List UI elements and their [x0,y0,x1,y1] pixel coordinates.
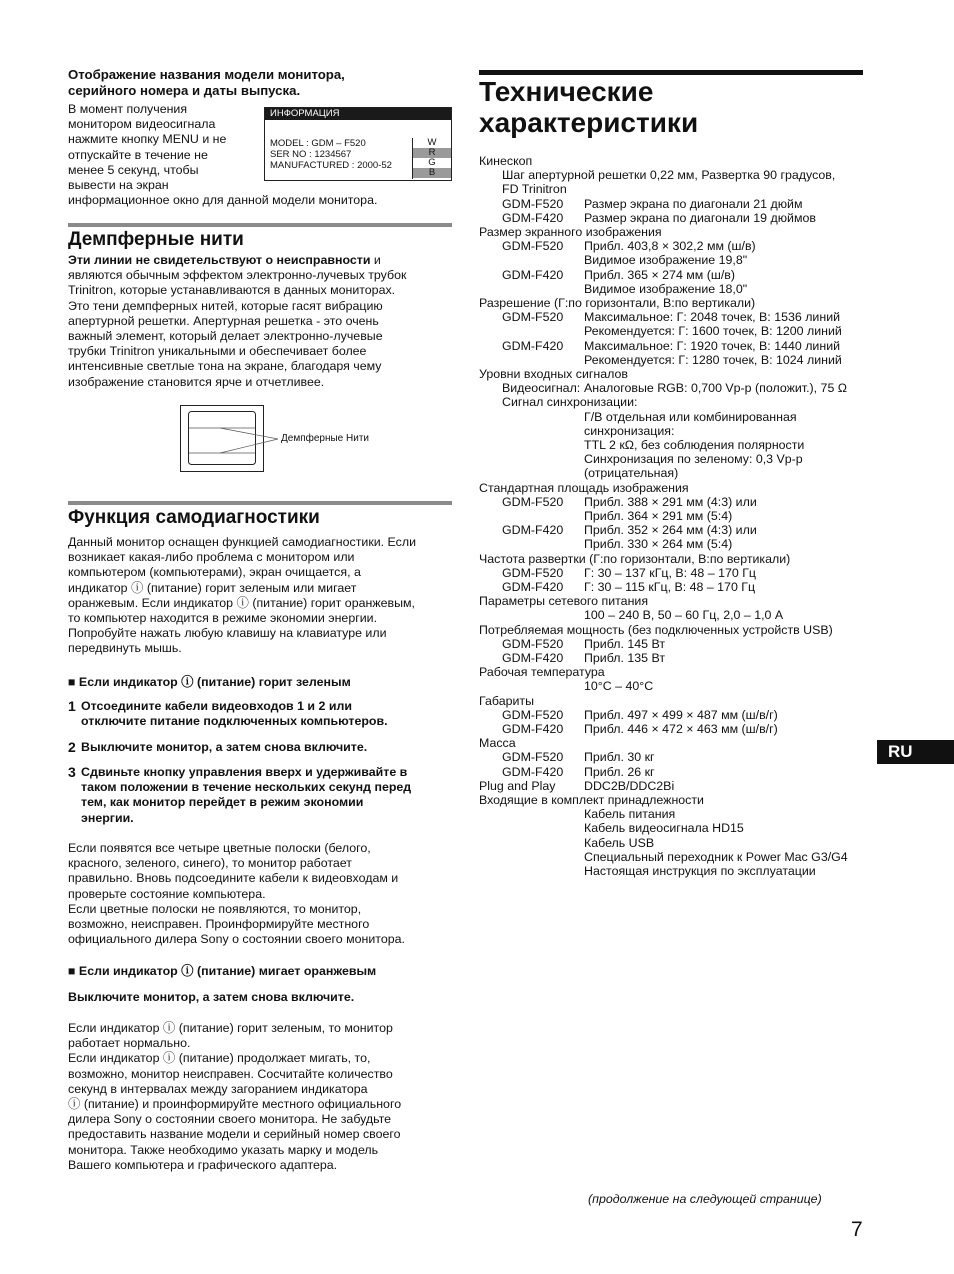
text-line: то компьютер находится в режиме экономии энергии. [68,611,378,626]
text-line: нажмите кнопку MENU и не [68,132,227,147]
title-rule [479,70,863,75]
spec-value: 10°C – 40°C [584,679,654,694]
title-line: Технические [479,76,654,107]
spec-value: TTL 2 кΩ, без соблюдения полярности [584,438,805,452]
text-line: Это тени демпферных нитей, которые гасят вибрацию [68,298,383,313]
spec-value: Максимальное: Г: 2048 точек, В: 1536 линий [584,310,841,325]
text-line: ⓘ (питание) и проинформируйте местного официального [68,1097,402,1112]
spec-subject: Сигнал синхронизации: [502,395,638,410]
spec-value: синхронизация: [584,423,675,438]
step-number: 1 [68,698,76,714]
text-line: апертурной решетки. Апертурная решетка - это очень [68,313,379,328]
section-divider [68,223,452,227]
self-diagnosis-heading: Функция самодиагностики [68,507,320,528]
text-line: предоставить название модели и серийный номер своего [68,1127,401,1142]
page-title [479,76,698,138]
spec-value: Прибл. 330 × 264 мм (5:4) [584,537,733,552]
text-line: Если индикатор ⓘ (питание) продолжает мигать, то, [68,1051,371,1066]
green-indicator-heading: ■ Если индикатор ⓘ (питание) горит зеленым [68,675,351,689]
spec-category: Стандартная площадь изображения [479,480,689,495]
text-line: таком положении в течение нескольких секунд перед [81,780,412,795]
information-window-lines [270,138,392,171]
spec-subject: GDM-F520 [502,565,564,580]
page-number: 7 [851,1218,863,1241]
text-line: интенсивные светлые тона на экране, благодаря чему [68,359,382,374]
spec-value: DDC2B/DDC2Bi [584,778,675,793]
spec-category: Plug and Play [479,778,556,793]
text-line: Если индикатор ⓘ (питание) горит зеленым, то монитор [68,1021,393,1035]
text-line: трубки Trinitron уникальными и обеспечивает более [68,344,367,359]
spec-subject: GDM-F420 [502,651,564,665]
color-bars [412,138,451,179]
spec-value: Прибл. 364 × 291 мм (5:4) [584,509,733,523]
spec-value: Прибл. 145 Вт [584,636,666,651]
spec-category: Кинескоп [479,154,533,168]
text-line: информационное окно для данной модели монитора. [68,193,378,208]
spec-category: Рабочая температура [479,665,605,680]
spec-subject: GDM-F420 [502,523,564,538]
spec-value: Специальный переходник к Power Mac G3/G4 [584,849,848,864]
spec-value: Синхронизация по зеленому: 0,3 Vp-p [584,452,803,467]
text-line: важный элемент, который делает электронно-лучевые [68,329,383,344]
spec-category: Частота развертки (Г:по горизонтали, В:по вертикали) [479,551,791,566]
text-line: монитора. Также необходимо указать марку и модель [68,1142,379,1157]
spec-value: Прибл. 352 × 264 мм (4:3) или [584,523,757,538]
spec-value: Прибл. 365 × 274 мм (ш/в) [584,267,735,282]
model-line: MODEL : GDM – F520 [270,138,366,149]
text-line: правильно. Вновь подсоедините кабели к видеовходам и [68,871,399,886]
text-line [68,253,458,268]
spec-value: Видимое изображение 18,0" [584,281,748,296]
text-line: Данный монитор оснащен функцией самодиагностики. Если [68,535,417,549]
model-info-heading-line: серийного номера и даты выпуска. [68,83,301,98]
spec-subject: GDM-F520 [502,239,564,254]
spec-value: Прибл. 497 × 499 × 487 мм (ш/в/г) [584,707,778,722]
continued-note: (продолжение на следующей странице) [588,1192,822,1206]
spec-value: Кабель USB [584,835,655,850]
text-line: В момент получения [68,102,188,116]
text-fragment: и [370,253,381,267]
spec-value: Рекомендуется: Г: 1280 точек, В: 1024 линий [584,352,842,367]
spec-category: Размер экранного изображения [479,225,662,239]
text-line: красного, зеленого, синего), то монитор работает [68,856,352,871]
spec-value: Г: 30 – 137 кГц, В: 48 – 170 Гц [584,565,757,580]
blue-bar-label: B [413,168,451,178]
spec-value: Максимальное: Г: 1920 точек, В: 1440 линий [584,338,841,353]
spec-subject: GDM-F420 [502,210,564,225]
spec-value: 100 – 240 В, 50 – 60 Гц, 2,0 – 1,0 А [584,608,784,623]
spec-subject: GDM-F520 [502,310,564,325]
damper-wires-figure-label: Демпферные Нити [281,433,369,444]
text-line: оранжевым. Если индикатор ⓘ (питание) горит оранжевым, [68,595,415,610]
text-line: Попробуйте нажать любую клавишу на клавиатуре или [68,626,387,641]
text-line: Вашего компьютера и графического адаптера. [68,1157,338,1172]
step-number: 2 [68,739,76,755]
spec-subject: GDM-F520 [502,750,564,765]
spec-subject: Шаг апертурной решетки 0,22 мм, Развертка 90 градусов, [502,168,836,183]
orange-indicator-heading: ■ Если индикатор ⓘ (питание) мигает оранжевым [68,964,377,978]
spec-value: Видимое изображение 19,8" [584,253,748,268]
text-line: работает нормально. [68,1036,191,1051]
information-window-figure [264,107,452,181]
text-line: секунд в интервалах между загоранием индикатора [68,1081,368,1096]
spec-value: Прибл. 403,8 × 302,2 мм (ш/в) [584,239,756,254]
text-line: передвинуть мышь. [68,641,182,656]
spec-category: Разрешение (Г:по горизонтали, В:по вертикали) [479,296,756,310]
serial-line: SER NO : 1234567 [270,149,352,160]
spec-subject: GDM-F420 [502,338,564,353]
spec-subject: GDM-F520 [502,636,564,651]
orange-step: Выключите монитор, а затем снова включите. [68,990,355,1004]
spec-subject: GDM-F520 [502,707,564,722]
text-line: монитором видеосигнала [68,117,216,132]
spec-value: (отрицательная) [584,466,679,481]
damper-bold-text: Эти линии не свидетельствуют о неисправности [68,253,371,267]
step-number: 3 [68,764,76,780]
self-diagnosis-text [68,535,416,657]
text-line: Если появятся все четыре цветные полоски (белого, [68,841,371,855]
information-window-header: ИНФОРМАЦИЯ [265,108,451,120]
text-line: Если цветные полоски не появляются, то монитор, [68,901,362,916]
damper-wires-text [68,253,458,390]
spec-category: Уровни входных сигналов [479,367,628,381]
spec-subject: GDM-F520 [502,196,564,211]
spec-subject: GDM-F420 [502,580,564,594]
spec-subject: GDM-F420 [502,764,564,779]
model-info-heading-line: Отображение названия модели монитора, [68,67,345,82]
spec-value: Прибл. 30 кг [584,750,655,765]
red-bar-label: R [413,148,451,158]
text-line: возникает какая-либо проблема с монитором или [68,550,355,565]
text-line: возможно, монитор неисправен. Сосчитайте количество [68,1066,393,1081]
spec-value: Г: 30 – 115 кГц, В: 48 – 170 Гц [584,580,756,594]
specifications-list [479,154,879,889]
spec-value: Г/В отдельная или комбинированная [584,409,797,424]
spec-value: Размер экрана по диагонали 21 дюйм [584,196,803,211]
text-line: Отсоедините кабели видеовходов 1 и 2 или [81,699,352,713]
text-line: энергии. [81,810,134,825]
spec-subject: Видеосигнал: [502,381,581,396]
text-line: Сдвиньте кнопку управления вверх и удерживайте в [81,765,408,779]
spec-value: Кабель видеосигнала HD15 [584,821,744,836]
text-line: Trinitron, которые устанавливаются в данных мониторах. [68,283,396,298]
spec-value: Прибл. 135 Вт [584,651,666,665]
spec-category: Входящие в комплект принадлежности [479,793,704,807]
green-bar-label: G [428,157,436,168]
text-line: Выключите монитор, а затем снова включите. [81,740,368,754]
text-line: отпускайте в течение не [68,147,208,162]
spec-category: Параметры сетевого питания [479,594,649,609]
text-line: компьютером (компьютерами), экран очищается, а [68,565,361,580]
spec-value: Настоящая инструкция по эксплуатации [584,864,816,878]
text-line: менее 5 секунд, чтобы [68,162,199,177]
spec-value: Прибл. 26 кг [584,764,655,779]
manufactured-line: MANUFACTURED : 2000-52 [270,160,392,171]
spec-subject: GDM-F420 [502,267,564,282]
spec-subject: GDM-F520 [502,494,564,509]
spec-value: Размер экрана по диагонали 19 дюймов [584,210,816,225]
language-tab-ru: RU [877,740,954,764]
damper-wires-heading: Демпферные нити [68,229,244,250]
spec-value: Кабель питания [584,807,676,822]
text-line: возможно, неисправен. Проинформируйте местного [68,917,370,932]
model-info-heading [68,67,345,99]
section-divider [68,501,452,505]
text-line: изображение становится ярче и отчетливее. [68,374,325,389]
spec-subject: GDM-F420 [502,722,564,736]
title-line: характеристики [479,107,699,138]
text-line: дилера Sony о состоянии своего монитора. Не забудьте [68,1112,392,1127]
spec-value: Рекомендуется: Г: 1600 точек, В: 1200 линий [584,324,842,339]
white-bar-label: W [427,137,437,148]
text-line: отключите питание подключенных компьютеров. [81,714,388,729]
text-line: вывести на экран [68,178,169,193]
orange-result-text [68,1021,401,1173]
text-line: являются обычным эффектом электронно-лучевых трубок [68,268,407,283]
spec-value: Прибл. 388 × 291 мм (4:3) или [584,494,757,509]
spec-category: Масса [479,736,516,751]
text-line: тем, как монитор перейдет в режим экономии [81,795,364,810]
text-line: индикатор ⓘ (питание) горит зеленым или мигает [68,580,357,595]
spec-value: Прибл. 446 × 472 × 463 мм (ш/в/г) [584,722,778,736]
text-line: проверьте состояние компьютера. [68,886,266,901]
text-line: официального дилера Sony о состоянии своего монитора. [68,932,405,947]
spec-category: Потребляемая мощность (без подключенных устройств USB) [479,622,833,637]
spec-category: Габариты [479,693,535,708]
spec-subject: FD Trinitron [502,182,567,197]
spec-value: Аналоговые RGB: 0,700 Vp-p (положит.), 75 Ω [584,381,848,396]
green-result-text [68,841,405,947]
